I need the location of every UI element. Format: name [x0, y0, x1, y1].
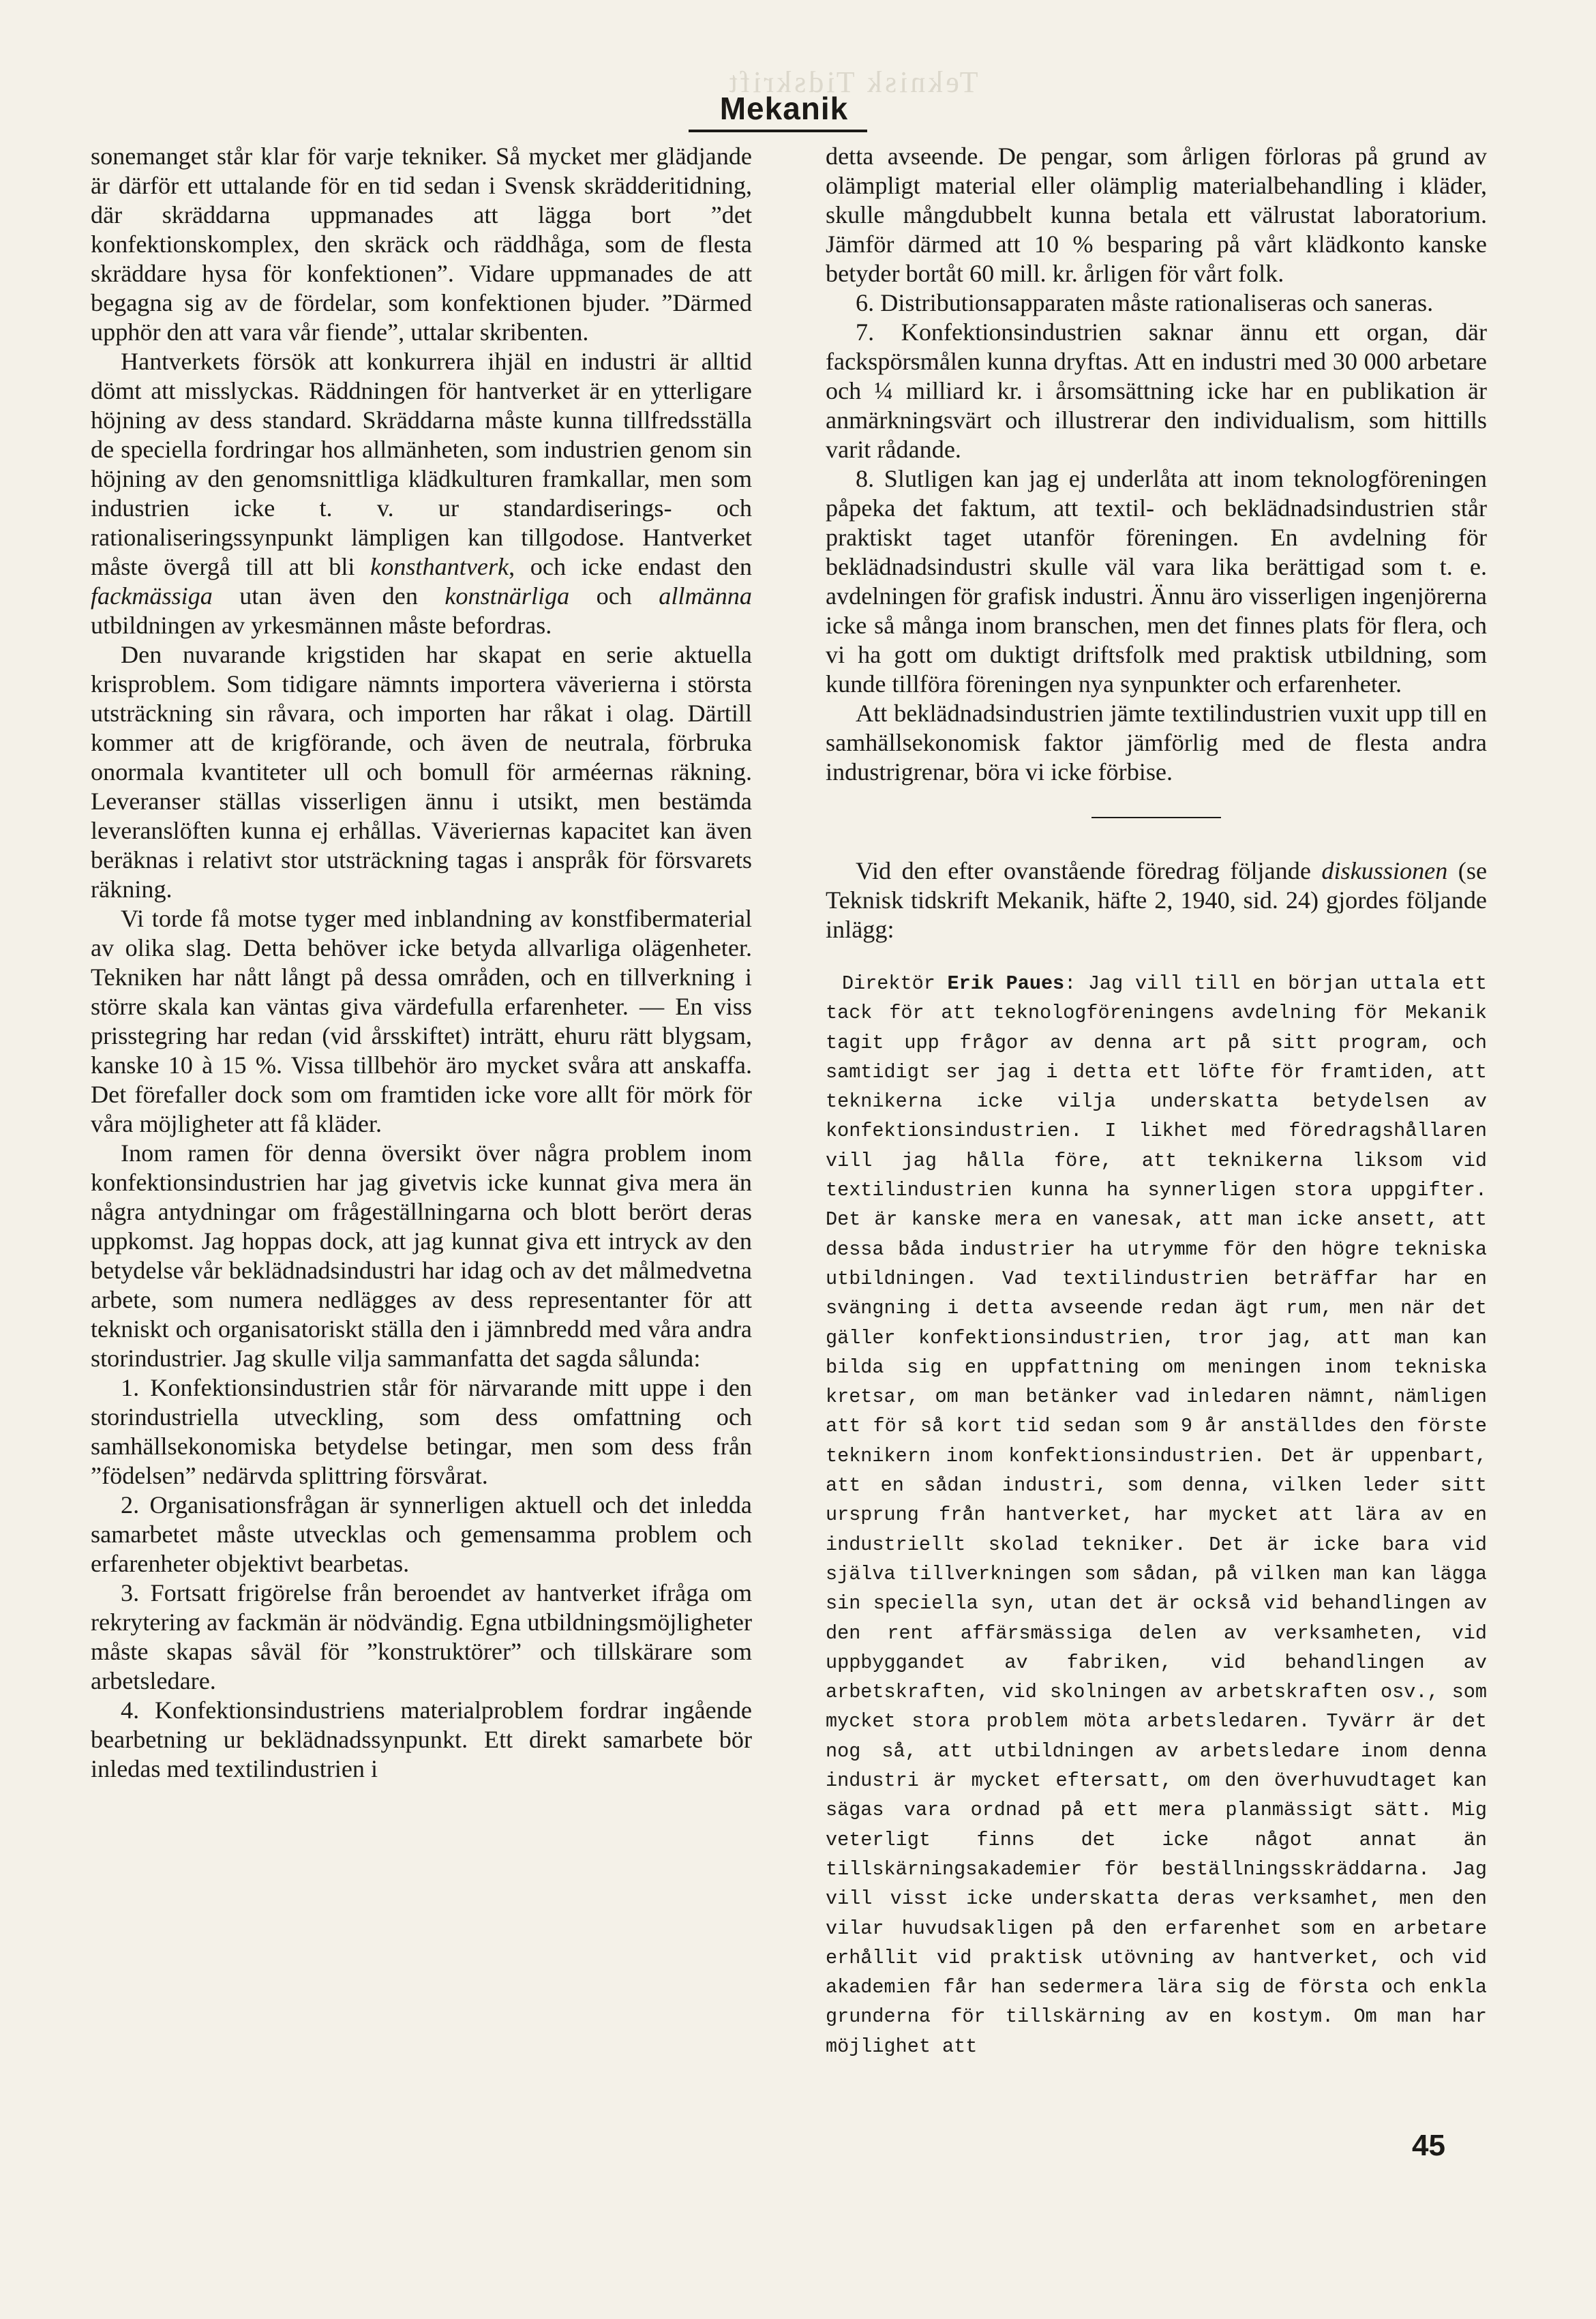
list-item: 2. Organisationsfrågan är synnerligen aktuell och det inledda samarbetet måste utvecklas och gemensamma problem och erfarenheter objektivt bearbetas.	[91, 1491, 752, 1577]
list-item: 1. Konfektionsindustrien står för närvarande mitt uppe i den storindustriella utveckling, som dess omfattning och samhällsekonomiska betydelse betingar, men som dess från ”födelsen” nedärvda splittring försvårat.	[91, 1374, 752, 1489]
list-item: 7. Konfektionsindustrien saknar ännu ett organ, där fackspörsmålen kunna dryftas. Att en industri med 30 000 arbetare och ¼ milliard kr. i årsomsättning icke har en publikation är anmärkningsvärt och illustrerar den individualism, som hittills varit rådande.	[826, 318, 1487, 463]
list-item: 8. Slutligen kan jag ej underlåta att inom teknologföreningen påpeka det faktum, att textil- och beklädnadsindustrien står praktiskt taget utanför föreningen. En avdelning för beklädnadsindustri skulle väl vara lika berättigad som t. e. avdelningen för grafisk industri. Ännu äro visserligen ingenjörerna icke så många inom branschen, men det finnes plats för flera, och vi ha gott om duktigt driftsfolk med praktisk utbildning, som kunde tillföra föreningen nya synpunkter och erfarenheter.	[826, 465, 1487, 698]
list-item: 3. Fortsatt frigörelse från beroendet av hantverket ifråga om rekrytering av fackmän är nödvändig. Egna utbildningsmöjligheter måste skapas såväl för ”konstruktörer” och tillskärare som arbetsledare.	[91, 1579, 752, 1694]
paragraph: Vi torde få motse tyger med inblandning av konstfibermaterial av olika slag. Detta behöver icke betyda allvarliga olägenheter. Tekniken har nått långt på dessa områden, och en tillverkning i större skala kan väntas giva värdefulla erfarenheter. — En viss prisstegring har redan (vid årsskiftet) inträtt, ehuru rätt blygsam, kanske 10 à 15 %. Vissa tillbehör äro mycket svåra att anskaffa. Det förefaller dock som om framtiden icke vore allt för mörk för våra möjligheter att få kläder.	[91, 905, 752, 1137]
speaker-name: Erik Paues	[947, 972, 1065, 995]
left-column	[91, 142, 752, 1784]
page-number: 45	[1412, 2129, 1445, 2162]
paragraph: detta avseende. De pengar, som årligen förloras på grund av olämpligt material eller olämplig materialbehandling i kläder, skulle mångdubbelt kunna betala ett välrustat laboratorium. Jämför därmed att 10 % besparing på vårt klädkonto kanske betyder bortåt 60 mill. kr. årligen för vårt folk.	[826, 143, 1487, 287]
discussion-block	[826, 969, 1487, 2061]
section-divider	[1091, 817, 1221, 818]
paragraph: sonemanget står klar för varje tekniker. Så mycket mer glädjande är därför ett uttalande för en tid sedan i Svensk skrädderitidning, där skräddarna uppmanades att lägga bort ”det konfektionskomplex, den skräck och räddhåga, som de flesta skräddare hysa för konfektionen”. Vidare uppmanades de att begagna sig av de fördelar, som konfektionen bjuder. ”Därmed upphör den att vara vår fiende”, uttalar skribenten.	[91, 143, 752, 346]
header-underline	[689, 130, 867, 132]
bleed-through-title: Teknisk Tidskrift	[726, 65, 978, 99]
paragraph: Hantverkets försök att konkurrera ihjäl en industri är alltid dömt att misslyckas. Räddningen för hantverket är en ytterligare höjning av dess standard. Skräddarna måste kunna tillfredsställa de speciella fordringar hos allmänheten, som industrien genom sin höjning av den genomsnittliga klädkulturen framkallar, men som industrien icke t. v. ur standardiserings- och rationaliseringssynpunkt lämpligen kan tillgodose. Hantverket måste övergå till att bli konsthantverk, och icke endast den fackmässiga utan även den konstnärliga och allmänna utbildningen av yrkesmännen måste befordras.	[91, 348, 752, 639]
paragraph: Inom ramen för denna översikt över några problem inom konfektionsindustrien har jag givetvis icke kunnat giva mera än några antydningar om frågeställningarna och blott berört deras uppkomst. Jag hoppas dock, att jag kunnat giva ett intryck av den betydelse vår beklädnadsindustri har idag och av det målmedvetna arbete, som numera nedlägges av dess representanter för att tekniskt och organisatoriskt ställa den i jämnbredd med våra andra storindustrier. Jag skulle vilja sammanfatta det sagda sålunda:	[91, 1139, 752, 1372]
right-column	[826, 142, 1487, 2061]
discussion-intro: Vid den efter ovanstående föredrag följande diskussionen (se Teknisk tidskrift Mekanik, häfte 2, 1940, sid. 24) gjordes följande inlägg:	[826, 857, 1488, 943]
discussion-paragraph: Direktör Erik Paues: Jag vill till en början uttala ett tack för att teknologföreningens avdelning för Mekanik tagit upp frågor av denna art på sitt program, och samtidigt ser jag i detta ett löfte för framtiden, att teknikerna icke vilja underskatta betydelsen av konfektionsindustrien. I likhet med föredragshållaren vill jag hålla före, att teknikerna liksom vid textilindustrien kunna ha synnerligen stora uppgifter. Det är kanske mera en vanesak, att man icke ansett, att dessa båda industrier ha utrymme för den högre tekniska utbildningen. Vad textilindustrien beträffar har en svängning i detta avseende redan ägt rum, men när det gäller konfektionsindustrien, tror jag, att man kan bilda sig en uppfattning om meningen inom tekniska kretsar, om man betänker vad inledaren nämnt, nämligen att för så kort tid sedan som 9 år anställdes den förste teknikern inom konfektionsindustrien. Det är uppenbart, att en sådan industri, som denna, vilken leder sitt ursprung från hantverket, har mycket att lära av en industriellt skolad tekniker. Det är icke bara vid själva tillverkningen som sådan, på vilken man kan lägga sin speciella syn, utan det är också vid behandlingen av den rent affärsmässiga delen av verksamheten, vid uppbyggandet av fabriken, vid behandlingen av arbetskraften, vid skolningen av arbetskraften osv., som mycket stora problem möta arbetsledaren. Tyvärr är det nog så, att utbildningen av arbetsledare inom denna industri är mycket eftersatt, om den överhuvudtaget kan sägas vara ordnad på ett mera planmässigt sätt. Mig veterligt finns det icke något annat än tillskärningsakademier för beställningsskräddarna. Jag vill visst icke underskatta deras verksamhet, men den vilar huvudsakligen på den erfarenhet som en arbetare erhållit vid praktisk utövning av hantverket, och vid akademien får han sedermera lära sig de första och enkla grunderna för tillskärning av en kostym. Om man har möjlighet att	[826, 972, 1488, 2058]
paragraph: Den nuvarande krigstiden har skapat en serie aktuella krisproblem. Som tidigare nämnts importera väverierna i största utsträckning sin råvara, och importen har råkat i olag. Därtill kommer att de krigförande, och även de neutrala, förbruka onormala kvantiteter ull och bomull för arméernas räkning. Leveranser ställas visserligen ännu i utsikt, men bestämda leveranslöften kunna ej erhållas. Väveriernas kapacitet kan även beräknas i relativt stor utsträckning tagas i anspråk för försvarets räkning.	[91, 641, 752, 903]
list-item: 6. Distributionsapparaten måste rationaliseras och saneras.	[856, 289, 1434, 316]
section-header: Mekanik	[719, 91, 849, 126]
paragraph: Att beklädnadsindustrien jämte textilindustrien vuxit upp till en samhällsekonomisk faktor jämförlig med de flesta andra industrigrenar, böra vi icke förbise.	[826, 700, 1487, 786]
list-item: 4. Konfektionsindustriens materialproblem fordrar ingående bearbetning ur beklädnadssynpunkt. Ett direkt samarbete bör inledas med textilindustrien i	[91, 1696, 752, 1782]
